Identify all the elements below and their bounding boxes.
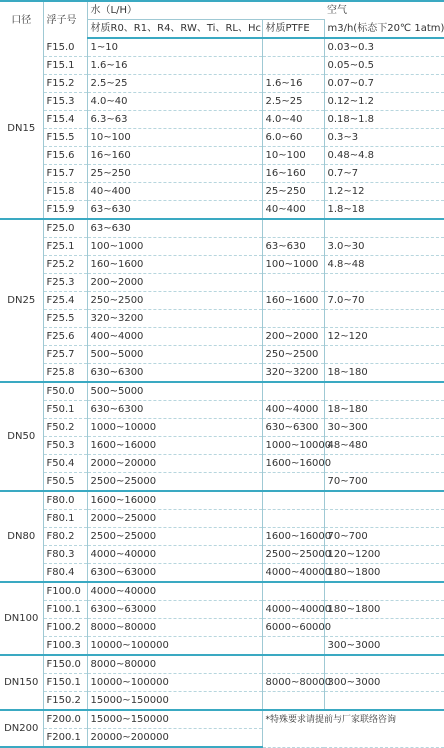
table-row (0, 346, 444, 364)
water-ptfe-range-cell: 630~6300 (262, 419, 324, 437)
air-range-cell (324, 310, 444, 328)
header-bore: 口径 (0, 1, 43, 38)
water-range-cell: 63~630 (87, 219, 262, 238)
float-cell: F80.2 (43, 528, 87, 546)
air-range-cell (324, 455, 444, 473)
water-range-cell: 10000~100000 (87, 674, 262, 692)
float-cell: F15.9 (43, 201, 87, 220)
air-range-cell: 300~3000 (324, 674, 444, 692)
water-range-cell: 8000~80000 (87, 655, 262, 674)
water-range-cell: 1600~16000 (87, 491, 262, 510)
water-ptfe-range-cell: 4.0~40 (262, 111, 324, 129)
water-ptfe-range-cell (262, 382, 324, 401)
air-range-cell: 48~480 (324, 437, 444, 455)
water-range-cell: 1600~16000 (87, 437, 262, 455)
water-range-cell: 320~3200 (87, 310, 262, 328)
water-range-cell: 4000~40000 (87, 582, 262, 601)
float-cell: F50.4 (43, 455, 87, 473)
bore-cell: DN200 (0, 710, 43, 747)
air-range-cell (324, 382, 444, 401)
header-water-material-2: 材质PTFE (262, 20, 324, 39)
float-cell: F15.1 (43, 57, 87, 75)
air-range-cell: 18~180 (324, 364, 444, 383)
water-range-cell: 2000~20000 (87, 455, 262, 473)
water-range-cell: 630~6300 (87, 364, 262, 383)
table-row (0, 219, 444, 238)
water-range-cell: 8000~80000 (87, 619, 262, 637)
header-air: 空气 (324, 1, 444, 20)
water-range-cell: 400~4000 (87, 328, 262, 346)
water-ptfe-range-cell: 8000~80000 (262, 674, 324, 692)
air-range-cell: 70~700 (324, 528, 444, 546)
air-range-cell (324, 655, 444, 674)
float-cell: F25.3 (43, 274, 87, 292)
table-row (0, 655, 444, 674)
float-cell: F25.8 (43, 364, 87, 383)
air-range-cell: 12~120 (324, 328, 444, 346)
header-air-unit: m3/h(标态下20℃ 1atm) (324, 20, 444, 39)
air-range-cell: 1.2~12 (324, 183, 444, 201)
air-range-cell: 18~180 (324, 401, 444, 419)
float-cell: F100.3 (43, 637, 87, 656)
table-row (0, 292, 444, 310)
water-range-cell: 1.6~16 (87, 57, 262, 75)
water-range-cell: 10~100 (87, 129, 262, 147)
table-row (0, 619, 444, 637)
air-range-cell: 0.7~7 (324, 165, 444, 183)
water-range-cell: 250~2500 (87, 292, 262, 310)
float-cell: F25.2 (43, 256, 87, 274)
float-cell: F80.0 (43, 491, 87, 510)
air-range-cell: 4.8~48 (324, 256, 444, 274)
water-ptfe-range-cell: 400~4000 (262, 401, 324, 419)
water-ptfe-range-cell: 40~400 (262, 201, 324, 220)
float-cell: F150.1 (43, 674, 87, 692)
water-ptfe-range-cell: 250~2500 (262, 346, 324, 364)
air-range-cell (324, 619, 444, 637)
water-ptfe-range-cell: 320~3200 (262, 364, 324, 383)
float-cell: F15.5 (43, 129, 87, 147)
water-ptfe-range-cell (262, 510, 324, 528)
water-ptfe-range-cell: 25~250 (262, 183, 324, 201)
air-range-cell: 0.03~0.3 (324, 38, 444, 57)
air-range-cell: 0.05~0.5 (324, 57, 444, 75)
float-cell: F80.3 (43, 546, 87, 564)
bore-cell: DN25 (0, 219, 43, 382)
water-ptfe-range-cell (262, 219, 324, 238)
float-cell: F15.0 (43, 38, 87, 57)
float-cell: F25.7 (43, 346, 87, 364)
air-range-cell (324, 219, 444, 238)
water-ptfe-range-cell (262, 582, 324, 601)
water-ptfe-range-cell (262, 274, 324, 292)
air-range-cell (324, 692, 444, 711)
water-range-cell: 40~400 (87, 183, 262, 201)
table-row (0, 674, 444, 692)
water-range-cell: 25~250 (87, 165, 262, 183)
float-cell: F15.7 (43, 165, 87, 183)
table-row (0, 528, 444, 546)
float-cell: F50.5 (43, 473, 87, 492)
float-cell: F50.0 (43, 382, 87, 401)
bore-cell: DN15 (0, 38, 43, 219)
air-range-cell: 70~700 (324, 473, 444, 492)
water-ptfe-range-cell: 1000~10000 (262, 437, 324, 455)
air-range-cell: 0.48~4.8 (324, 147, 444, 165)
bore-cell: DN150 (0, 655, 43, 710)
water-ptfe-range-cell: 4000~40000 (262, 601, 324, 619)
float-cell: F200.0 (43, 710, 87, 729)
water-range-cell: 630~6300 (87, 401, 262, 419)
table-row (0, 93, 444, 111)
table-row (0, 165, 444, 183)
float-cell: F100.0 (43, 582, 87, 601)
float-cell: F15.3 (43, 93, 87, 111)
table-row (0, 546, 444, 564)
table-row (0, 129, 444, 147)
water-ptfe-range-cell: 1600~16000 (262, 455, 324, 473)
table-row (0, 637, 444, 656)
water-ptfe-range-cell (262, 57, 324, 75)
air-range-cell (324, 274, 444, 292)
header-float: 浮子号 (43, 1, 87, 38)
float-cell: F100.1 (43, 601, 87, 619)
table-row (0, 382, 444, 401)
float-cell: F50.2 (43, 419, 87, 437)
float-cell: F50.1 (43, 401, 87, 419)
water-ptfe-range-cell (262, 473, 324, 492)
table-row (0, 564, 444, 583)
table-row (0, 401, 444, 419)
float-cell: F200.1 (43, 729, 87, 748)
header-water: 水（L/H） (87, 1, 324, 20)
water-range-cell: 500~5000 (87, 382, 262, 401)
water-ptfe-range-cell (262, 655, 324, 674)
water-ptfe-range-cell: 4000~40000 (262, 564, 324, 583)
water-ptfe-range-cell: 1600~16000 (262, 528, 324, 546)
air-range-cell (324, 510, 444, 528)
table-row (0, 147, 444, 165)
water-ptfe-range-cell: 6000~60000 (262, 619, 324, 637)
table-row (0, 437, 444, 455)
float-cell: F25.4 (43, 292, 87, 310)
water-ptfe-range-cell (262, 310, 324, 328)
water-ptfe-range-cell: 1.6~16 (262, 75, 324, 93)
table-row (0, 692, 444, 711)
water-range-cell: 1~10 (87, 38, 262, 57)
water-ptfe-range-cell: 160~1600 (262, 292, 324, 310)
bore-cell: DN100 (0, 582, 43, 655)
water-range-cell: 2500~25000 (87, 473, 262, 492)
table-row (0, 38, 444, 57)
bore-cell: DN80 (0, 491, 43, 582)
header-water-material-1: 材质R0、R1、R4、RW、Ti、RL、Hc (87, 20, 262, 39)
water-range-cell: 6300~63000 (87, 601, 262, 619)
water-range-cell: 20000~200000 (87, 729, 262, 748)
water-range-cell: 2500~25000 (87, 528, 262, 546)
float-cell: F15.2 (43, 75, 87, 93)
table-row (0, 601, 444, 619)
water-ptfe-range-cell: 2.5~25 (262, 93, 324, 111)
water-ptfe-range-cell (262, 692, 324, 711)
float-cell: F25.5 (43, 310, 87, 328)
water-range-cell: 500~5000 (87, 346, 262, 364)
table-row (0, 510, 444, 528)
air-range-cell: 1.8~18 (324, 201, 444, 220)
water-range-cell: 100~1000 (87, 238, 262, 256)
air-range-cell: 0.07~0.7 (324, 75, 444, 93)
air-range-cell (324, 582, 444, 601)
air-range-cell: 3.0~30 (324, 238, 444, 256)
water-range-cell: 10000~100000 (87, 637, 262, 656)
air-range-cell: 0.3~3 (324, 129, 444, 147)
table-row (0, 201, 444, 220)
air-range-cell: 120~1200 (324, 546, 444, 564)
table-row (0, 75, 444, 93)
float-cell: F15.8 (43, 183, 87, 201)
air-range-cell: 7.0~70 (324, 292, 444, 310)
table-row (0, 364, 444, 383)
water-range-cell: 2000~25000 (87, 510, 262, 528)
water-ptfe-range-cell: 100~1000 (262, 256, 324, 274)
water-ptfe-range-cell: 10~100 (262, 147, 324, 165)
air-range-cell (324, 491, 444, 510)
water-range-cell: 15000~150000 (87, 710, 262, 729)
special-note: *特殊要求请提前与厂家联络咨询 (262, 710, 444, 747)
air-range-cell: 180~1800 (324, 564, 444, 583)
float-cell: F25.0 (43, 219, 87, 238)
float-cell: F150.0 (43, 655, 87, 674)
table-row (0, 455, 444, 473)
table-row (0, 57, 444, 75)
air-range-cell: 30~300 (324, 419, 444, 437)
air-range-cell: 0.18~1.8 (324, 111, 444, 129)
float-cell: F50.3 (43, 437, 87, 455)
table-row (0, 111, 444, 129)
water-range-cell: 160~1600 (87, 256, 262, 274)
float-cell: F15.4 (43, 111, 87, 129)
water-range-cell: 6300~63000 (87, 564, 262, 583)
water-ptfe-range-cell (262, 38, 324, 57)
float-cell: F25.6 (43, 328, 87, 346)
table-row (0, 274, 444, 292)
table-row (0, 238, 444, 256)
water-ptfe-range-cell: 6.0~60 (262, 129, 324, 147)
water-range-cell: 4.0~40 (87, 93, 262, 111)
table-row (0, 328, 444, 346)
air-range-cell: 180~1800 (324, 601, 444, 619)
table-header (0, 1, 444, 38)
table-body (0, 38, 444, 747)
table-row (0, 183, 444, 201)
water-ptfe-range-cell: 2500~25000 (262, 546, 324, 564)
water-ptfe-range-cell (262, 637, 324, 656)
float-cell: F80.1 (43, 510, 87, 528)
air-range-cell (324, 346, 444, 364)
float-cell: F100.2 (43, 619, 87, 637)
water-ptfe-range-cell: 16~160 (262, 165, 324, 183)
air-range-cell: 0.12~1.2 (324, 93, 444, 111)
bore-cell: DN50 (0, 382, 43, 491)
table-row (0, 310, 444, 328)
water-range-cell: 15000~150000 (87, 692, 262, 711)
water-range-cell: 63~630 (87, 201, 262, 220)
water-range-cell: 200~2000 (87, 274, 262, 292)
table-row (0, 473, 444, 492)
table-row (0, 256, 444, 274)
float-cell: F150.2 (43, 692, 87, 711)
air-range-cell: 300~3000 (324, 637, 444, 656)
water-range-cell: 1000~10000 (87, 419, 262, 437)
water-range-cell: 16~160 (87, 147, 262, 165)
water-range-cell: 6.3~63 (87, 111, 262, 129)
float-cell: F25.1 (43, 238, 87, 256)
water-range-cell: 2.5~25 (87, 75, 262, 93)
table-row (0, 710, 444, 729)
table-row (0, 419, 444, 437)
water-ptfe-range-cell (262, 491, 324, 510)
water-ptfe-range-cell: 63~630 (262, 238, 324, 256)
table-row (0, 491, 444, 510)
water-range-cell: 4000~40000 (87, 546, 262, 564)
water-ptfe-range-cell: 200~2000 (262, 328, 324, 346)
float-cell: F80.4 (43, 564, 87, 583)
table-row (0, 582, 444, 601)
float-cell: F15.6 (43, 147, 87, 165)
